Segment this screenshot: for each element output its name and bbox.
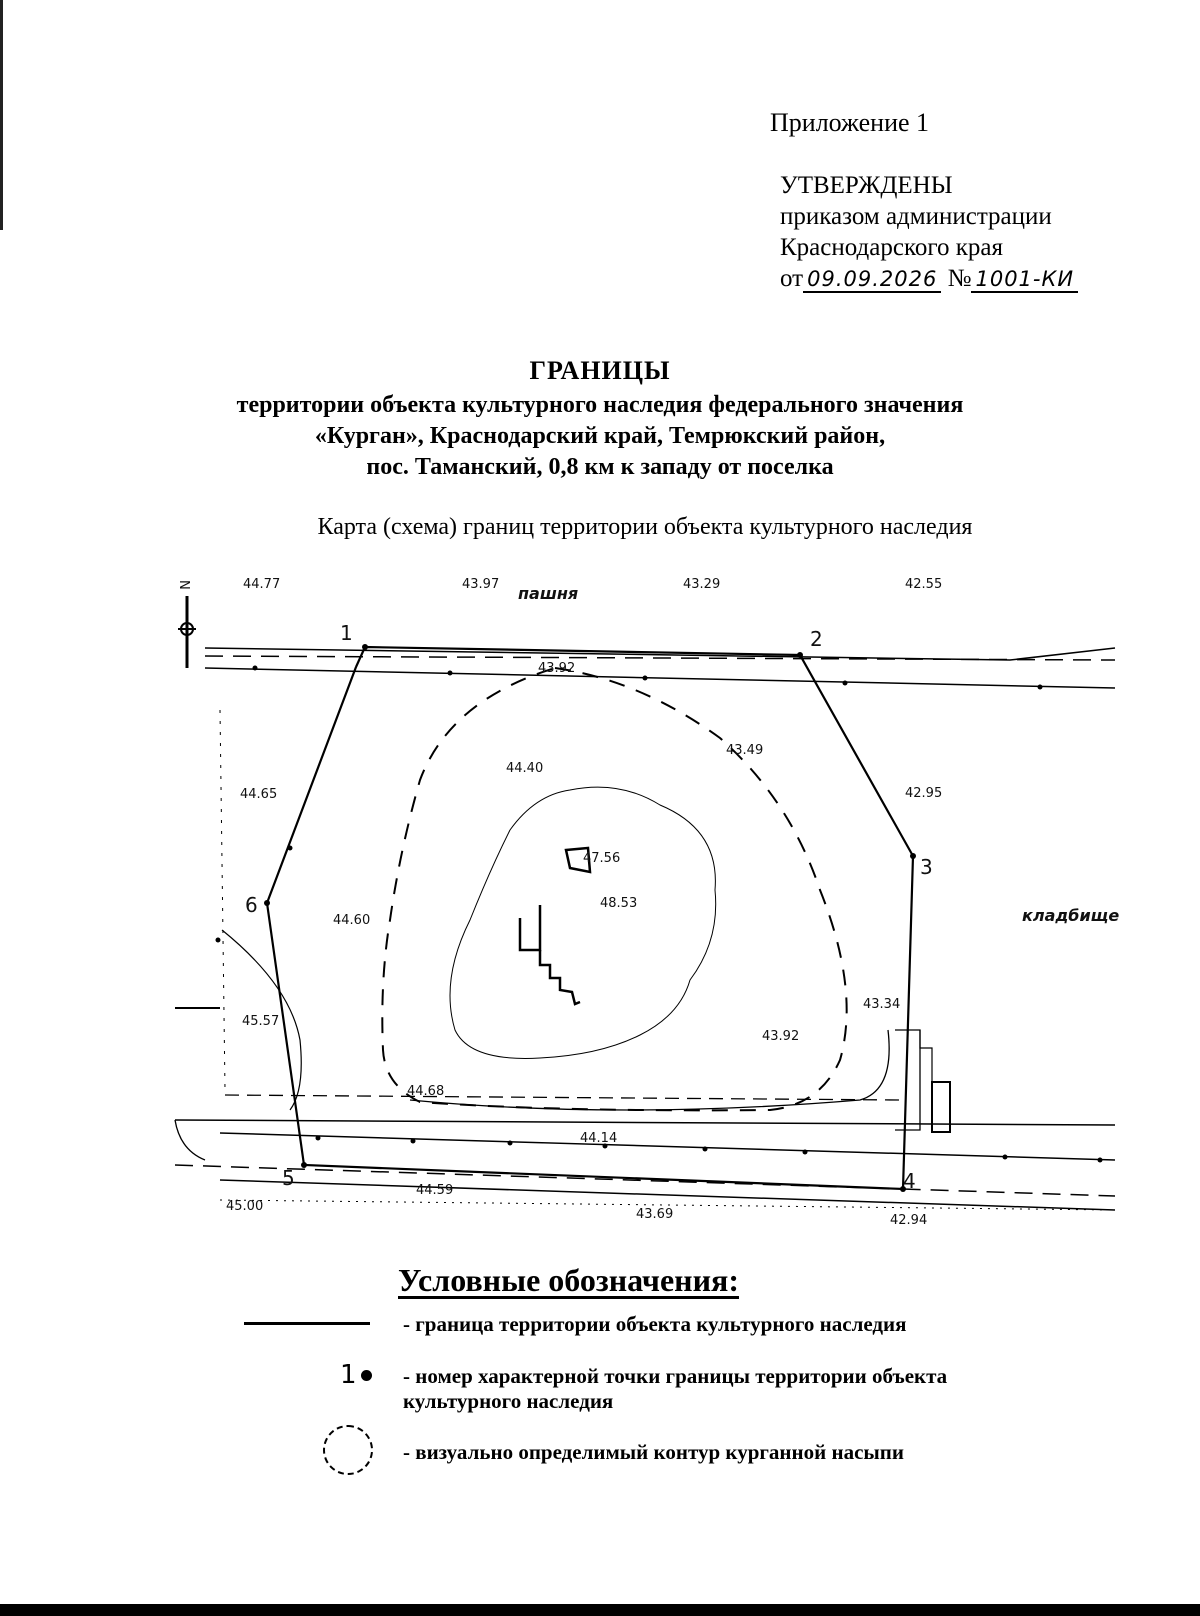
date-prefix: от [780,265,804,292]
legend-point-number: 1 [340,1360,357,1390]
elevation-label: 44.59 [416,1183,454,1198]
elevation-label: 44.77 [243,577,281,592]
elevation-label: 44.68 [407,1084,445,1099]
boundary-point-label: 4 [903,1169,916,1193]
elevation-label: 44.40 [506,761,544,776]
approval-line: УТВЕРЖДЕНЫ [780,172,953,199]
point-dot-icon [361,1370,372,1381]
number-handwritten: 1001-КИ [971,267,1078,293]
boundary-point-label: 1 [340,621,353,645]
approval-date-line [780,263,1078,295]
area-label-cemetery: кладбище [1022,906,1120,925]
north-arrow-icon [176,580,196,668]
date-handwritten: 09.09.2026 [803,267,941,293]
elevation-label: 44.65 [240,787,278,802]
legend-title: Условные обозначения: [398,1262,739,1298]
summit-features [520,848,590,1004]
title-line: территории объекта культурного наследия федерального значения [236,392,964,418]
title-line: пос. Таманский, 0,8 км к западу от поселка [366,454,834,480]
elevation-label: 43.97 [462,577,500,592]
approval-line: приказом администрации [780,203,1052,230]
elevation-label: 45.57 [242,1014,280,1029]
elevation-label: 44.60 [333,913,371,928]
appendix-label: Приложение 1 [770,108,930,137]
elevation-label: 42.94 [890,1213,928,1228]
title-line: «Курган», Краснодарский край, Темрюкский район, [314,423,886,449]
boundary-point-label: 5 [282,1166,295,1190]
legend-item-boundary: - граница территории объекта культурного наследия [403,1312,907,1336]
area-label-field: пашня [518,584,579,603]
legend-dashed-circle-icon [323,1425,373,1475]
elevation-label: 42.55 [905,577,943,592]
boundary-point-label: 3 [920,855,933,879]
elevation-label: 43.69 [636,1207,674,1222]
approval-line: Краснодарского края [780,234,1003,261]
north-label: N [176,580,191,590]
elevation-label: 43.92 [538,661,576,676]
elevation-label: 43.34 [863,997,901,1012]
scan-edge-bottom [0,1604,1200,1616]
elevation-label: 47.56 [583,851,621,866]
document-title: ГРАНИЦЫ [529,356,671,385]
elevation-labels [226,577,942,1228]
elevation-label: 44.14 [580,1131,618,1146]
elevation-label: 43.92 [762,1029,800,1044]
legend-item-point: - номер характерной точки границы территории объекта культурного наследия [403,1364,948,1413]
elevation-label: 43.29 [683,577,721,592]
elevation-label: 45.00 [226,1199,264,1214]
legend-point-icon [340,1360,372,1390]
elevation-label: 48.53 [600,896,638,911]
boundary-point-label: 2 [810,627,823,651]
approval-block [780,170,1078,295]
legend-boundary-line-icon [244,1322,370,1325]
road-lines [175,648,1115,1210]
document-title-lines [0,390,1200,483]
map-subtitle: Карта (схема) границ территории объекта культурного наследия [317,514,973,540]
boundary-map [0,560,1200,1250]
elevation-label: 43.49 [726,743,764,758]
number-prefix: № [947,265,972,292]
elevation-label: 42.95 [905,786,943,801]
scan-edge-left [0,0,3,230]
legend-item-mound: - визуально определимый контур курганной насыпи [403,1440,904,1464]
boundary-point-label: 6 [245,893,258,917]
contour-line [450,787,716,1058]
